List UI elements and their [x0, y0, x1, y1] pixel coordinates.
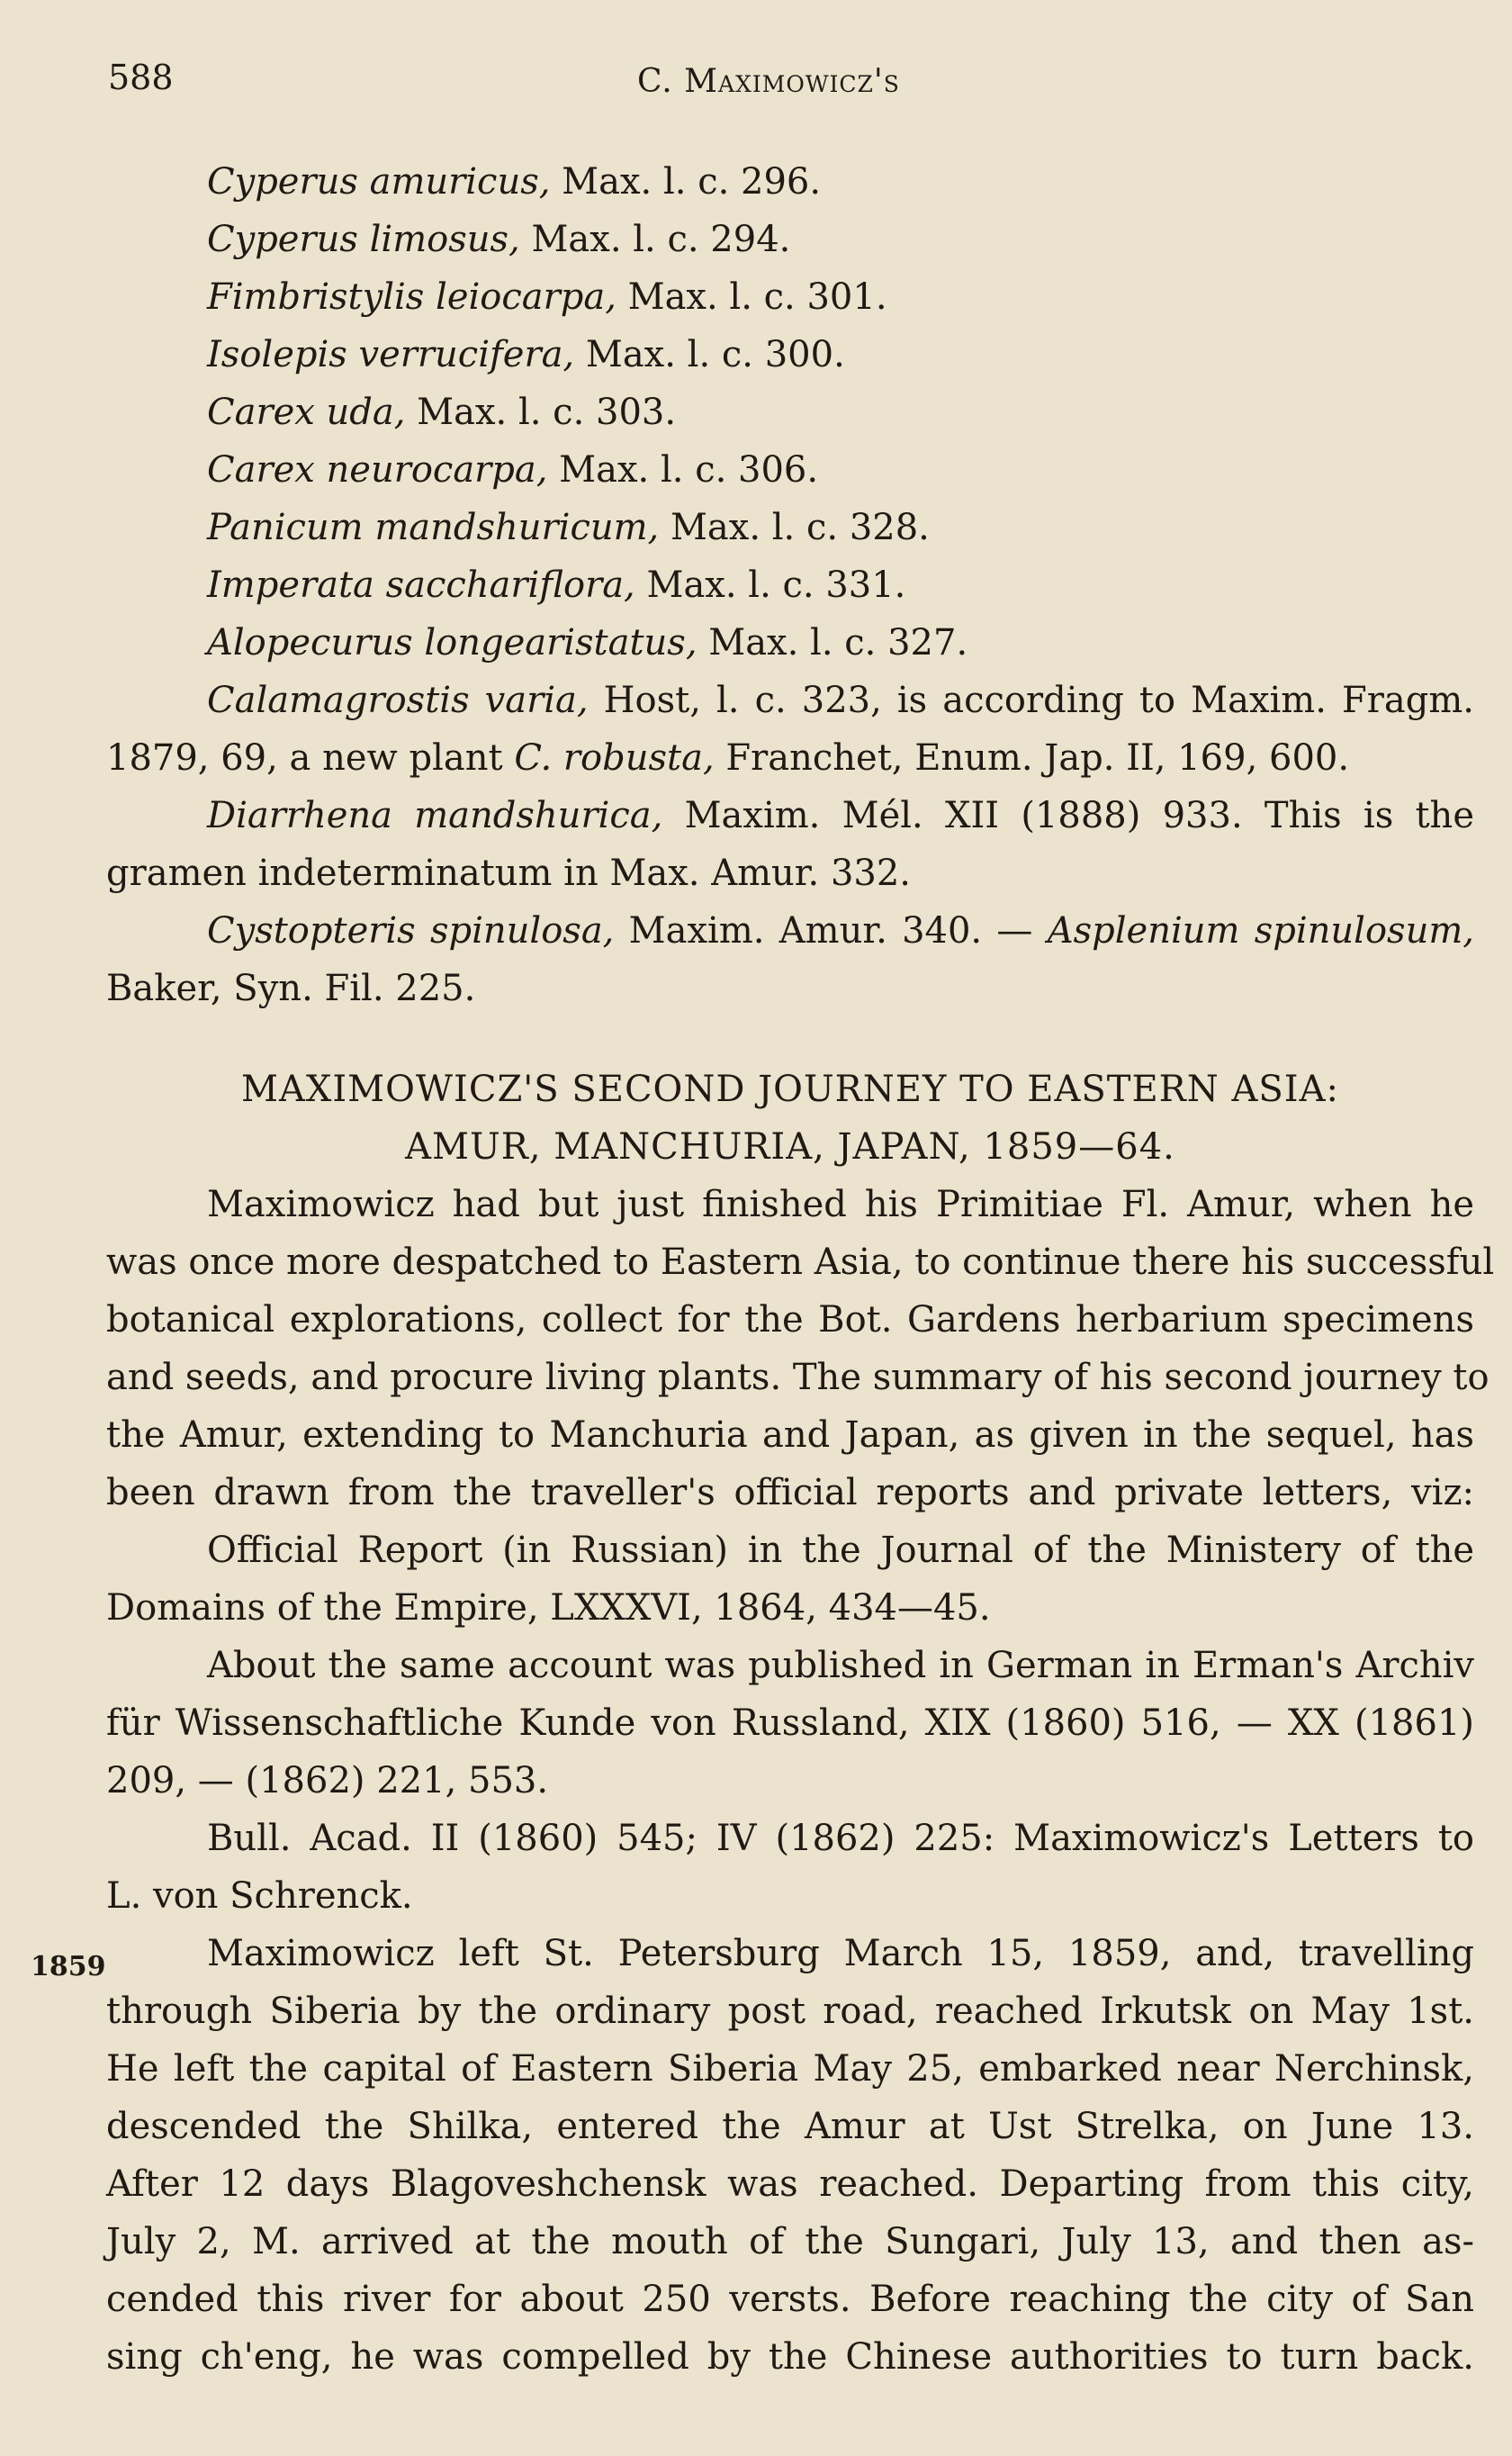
text-line: Domains of the Empire, LXXXVI, 1864, 434—45. [106, 1587, 991, 1629]
text-line: been drawn from the traveller's official reports and private letters, viz: [106, 1472, 1474, 1513]
species-name: Calamagrostis varia, [207, 680, 589, 721]
text-fragment: Maxim. Amur. 340. — [614, 910, 1048, 952]
text-line [106, 672, 1474, 729]
species-reference: Max. l. c. 306. [547, 449, 819, 491]
section-gap [106, 1017, 1474, 1061]
species-name: Diarrhena mandshurica, [207, 795, 663, 836]
species-name: Carex uda, [207, 392, 406, 433]
species-reference: Max. l. c. 331. [634, 564, 906, 606]
species-entry [106, 211, 1474, 268]
species-name: Imperata sacchariflora, [207, 564, 635, 606]
paragraph [106, 1521, 1474, 1637]
species-entry [106, 499, 1474, 556]
species-entry [106, 556, 1474, 614]
text-line: L. von Schrenck. [106, 1875, 413, 1917]
text-fragment: Franchet, Enum. Jap. II, 169, 600. [714, 737, 1350, 779]
page-header [108, 58, 1467, 112]
text-line: cended this river for about 250 versts. Before reaching the city of San [106, 2279, 1474, 2320]
section-heading-line: MAXIMOWICZ'S SECOND JOURNEY TO EASTERN ASIA: [241, 1069, 1339, 1110]
species-name: Cystopteris spinulosa, [207, 910, 615, 952]
calamagrostis-entry [106, 672, 1474, 787]
text-line: through Siberia by the ordinary post road, reached Irkutsk on May 1st. [106, 1991, 1474, 2032]
text-fragment: Host, l. c. 323, is according to Maxim. Fragm. [588, 680, 1474, 721]
text-line: descended the Shilka, entered the Amur at Ust Strelka, on June 13. [106, 2106, 1474, 2147]
species-reference: Max. l. c. 328. [659, 507, 930, 548]
text-line: sing ch'eng, he was compelled by the Chinese authorities to turn back. [106, 2336, 1474, 2378]
species-name: Isolepis verrucifera, [207, 334, 575, 375]
text-line: für Wissenschaftliche Kunde von Russland, XIX (1860) 516, — XX (1861) [106, 1702, 1474, 1744]
species-reference: Max. l. c. 303. [405, 392, 677, 433]
text-line: Official Report (in Russian) in the Journal of the Ministery of the [207, 1530, 1474, 1571]
text-line [106, 787, 1474, 844]
species-name: Panicum mandshuricum, [207, 507, 660, 548]
text-line: Maximowicz left St. Petersburg March 15, 1859, and, travelling [207, 1933, 1474, 1974]
section-heading-line: AMUR, MANCHURIA, JAPAN, 1859—64. [405, 1126, 1175, 1168]
species-entry [106, 268, 1474, 326]
paragraph [106, 1637, 1474, 1810]
text-line [106, 902, 1474, 960]
running-head: C. Maximowicz's [637, 63, 900, 100]
species-list [106, 153, 1474, 672]
page-body [106, 153, 1495, 2386]
species-name: C. robusta, [514, 737, 715, 779]
text-line: gramen indeterminatum in Max. Amur. 332. [106, 853, 912, 894]
text-line: Maximowicz had but just finished his Primitiae Fl. Amur, when he [207, 1184, 1474, 1225]
text-line: the Amur, extending to Manchuria and Japan, as given in the sequel, has [106, 1414, 1474, 1456]
diarrhena-entry [106, 787, 1474, 902]
text-line: Bull. Acad. II (1860) 545; IV (1862) 225: Maximowicz's Letters to [207, 1818, 1474, 1859]
species-entry [106, 614, 1474, 672]
cystopteris-entry [106, 902, 1474, 1017]
text-line: He left the capital of Eastern Siberia May 25, embarked near Nerchinsk, [106, 2048, 1474, 2090]
species-name: Cyperus limosus, [207, 219, 520, 260]
text-line: After 12 days Blagoveshchensk was reached. Departing from this city, [106, 2163, 1474, 2205]
page-number: 588 [108, 58, 174, 97]
species-entry [106, 384, 1474, 441]
margin-year-note: 1859 [31, 1951, 106, 1982]
species-name: Asplenium spinulosum, [1047, 910, 1474, 952]
text-line: About the same account was published in German in Erman's Archiv [207, 1645, 1474, 1686]
species-reference: Max. l. c. 300. [574, 334, 845, 375]
text-fragment: Maxim. Mél. XII (1888) 933. This is the [662, 795, 1474, 836]
species-reference: Max. l. c. 294. [519, 219, 791, 260]
species-name: Cyperus amuricus, [207, 161, 551, 203]
paragraph [106, 1176, 1495, 1521]
text-line: botanical explorations, collect for the Bot. Gardens herbarium specimens [106, 1299, 1474, 1341]
text-line: 209, — (1862) 221, 553. [106, 1760, 549, 1801]
text-line: was once more despatched to Eastern Asia, to continue there his successful [106, 1242, 1495, 1283]
species-name: Fimbristylis leiocarpa, [207, 276, 616, 318]
text-line: Baker, Syn. Fil. 225. [106, 968, 476, 1009]
paragraph [106, 1810, 1474, 1925]
section-heading [106, 1061, 1474, 1176]
text-line: and seeds, and procure living plants. The summary of his second journey to [106, 1357, 1490, 1398]
text-fragment: 1879, 69, a new plant [106, 737, 515, 779]
species-reference: Max. l. c. 301. [616, 276, 887, 318]
species-entry [106, 153, 1474, 211]
species-entry [106, 326, 1474, 384]
species-name: Carex neurocarpa, [207, 449, 548, 491]
text-line: July 2, M. arrived at the mouth of the Sungari, July 13, and then as- [106, 2221, 1474, 2262]
species-entry [106, 441, 1474, 499]
text-line [106, 729, 1474, 787]
species-name: Alopecurus longearistatus, [207, 622, 698, 664]
paragraph [106, 1925, 1474, 2386]
species-reference: Max. l. c. 296. [550, 161, 822, 203]
species-reference: Max. l. c. 327. [697, 622, 968, 664]
